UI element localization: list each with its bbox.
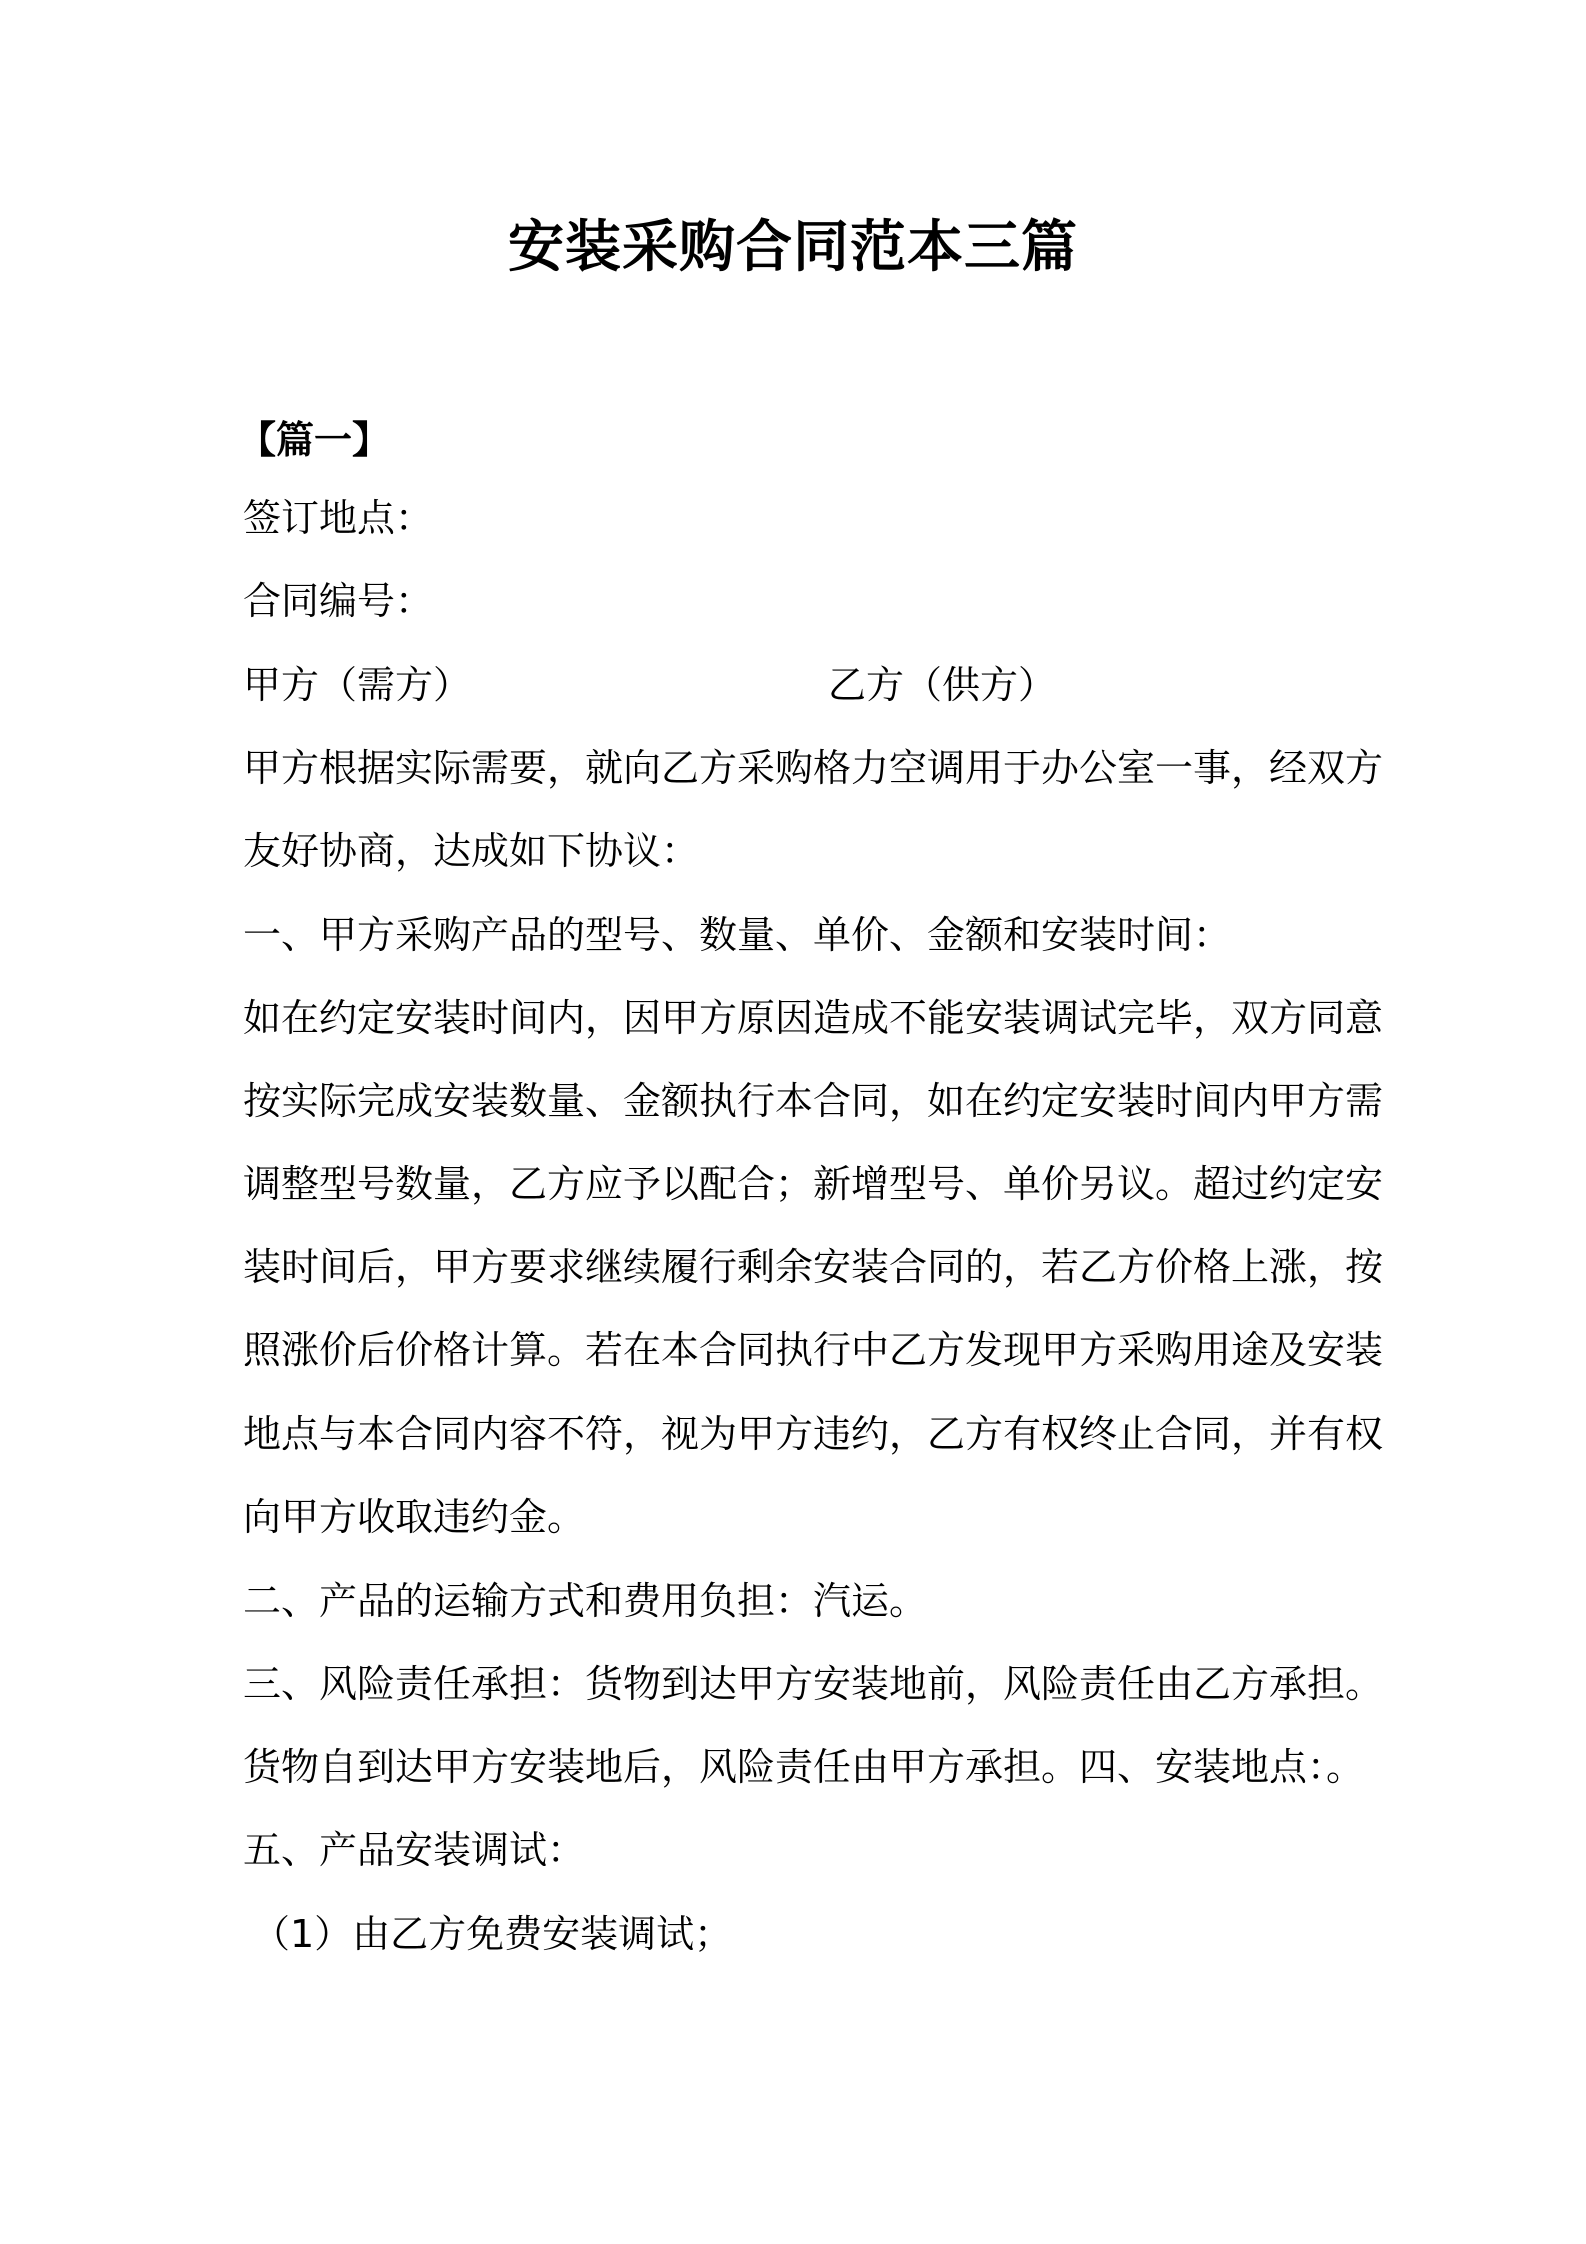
body-line: 如在约定安装时间内，因甲方原因造成不能安装调试完毕，双方同意 <box>243 996 1384 1040</box>
list-item: （1）由乙方免费安装调试； <box>252 1912 733 1956</box>
clause-heading: 二、产品的运输方式和费用负担：汽运。 <box>243 1579 928 1623</box>
clause-heading: 一、甲方采购产品的型号、数量、单价、金额和安装时间： <box>243 913 1232 957</box>
body-line: 甲方根据实际需要，就向乙方采购格力空调用于办公室一事，经双方 <box>243 746 1384 790</box>
body-line: 按实际完成安装数量、金额执行本合同，如在约定安装时间内甲方需 <box>243 1079 1384 1123</box>
document-title: 安装采购合同范本三篇 <box>508 215 1078 280</box>
signing-place-label: 签订地点： <box>243 496 434 540</box>
body-line: 地点与本合同内容不符，视为甲方违约，乙方有权终止合同，并有权 <box>243 1412 1384 1456</box>
body-line: 货物自到达甲方安装地后，风险责任由甲方承担。四、安装地点：。 <box>243 1745 1365 1789</box>
body-line: 装时间后，甲方要求继续履行剩余安装合同的，若乙方价格上涨，按 <box>243 1245 1384 1289</box>
body-line: 照涨价后价格计算。若在本合同执行中乙方发现甲方采购用途及安装 <box>243 1328 1384 1372</box>
clause-heading: 五、产品安装调试： <box>243 1828 586 1872</box>
body-line: 调整型号数量，乙方应予以配合；新增型号、单价另议。超过约定安 <box>243 1162 1384 1206</box>
party-b-label: 乙方（供方） <box>828 663 1057 707</box>
clause-heading: 三、风险责任承担：货物到达甲方安装地前，风险责任由乙方承担。 <box>243 1662 1384 1706</box>
party-a-label: 甲方（需方） <box>243 663 472 707</box>
section-heading: 【篇一】 <box>238 418 391 462</box>
body-line: 友好协商，达成如下协议： <box>243 829 700 873</box>
parties-row <box>243 655 1343 715</box>
body-line: 向甲方收取违约金。 <box>243 1495 586 1539</box>
contract-number-label: 合同编号： <box>243 579 434 623</box>
